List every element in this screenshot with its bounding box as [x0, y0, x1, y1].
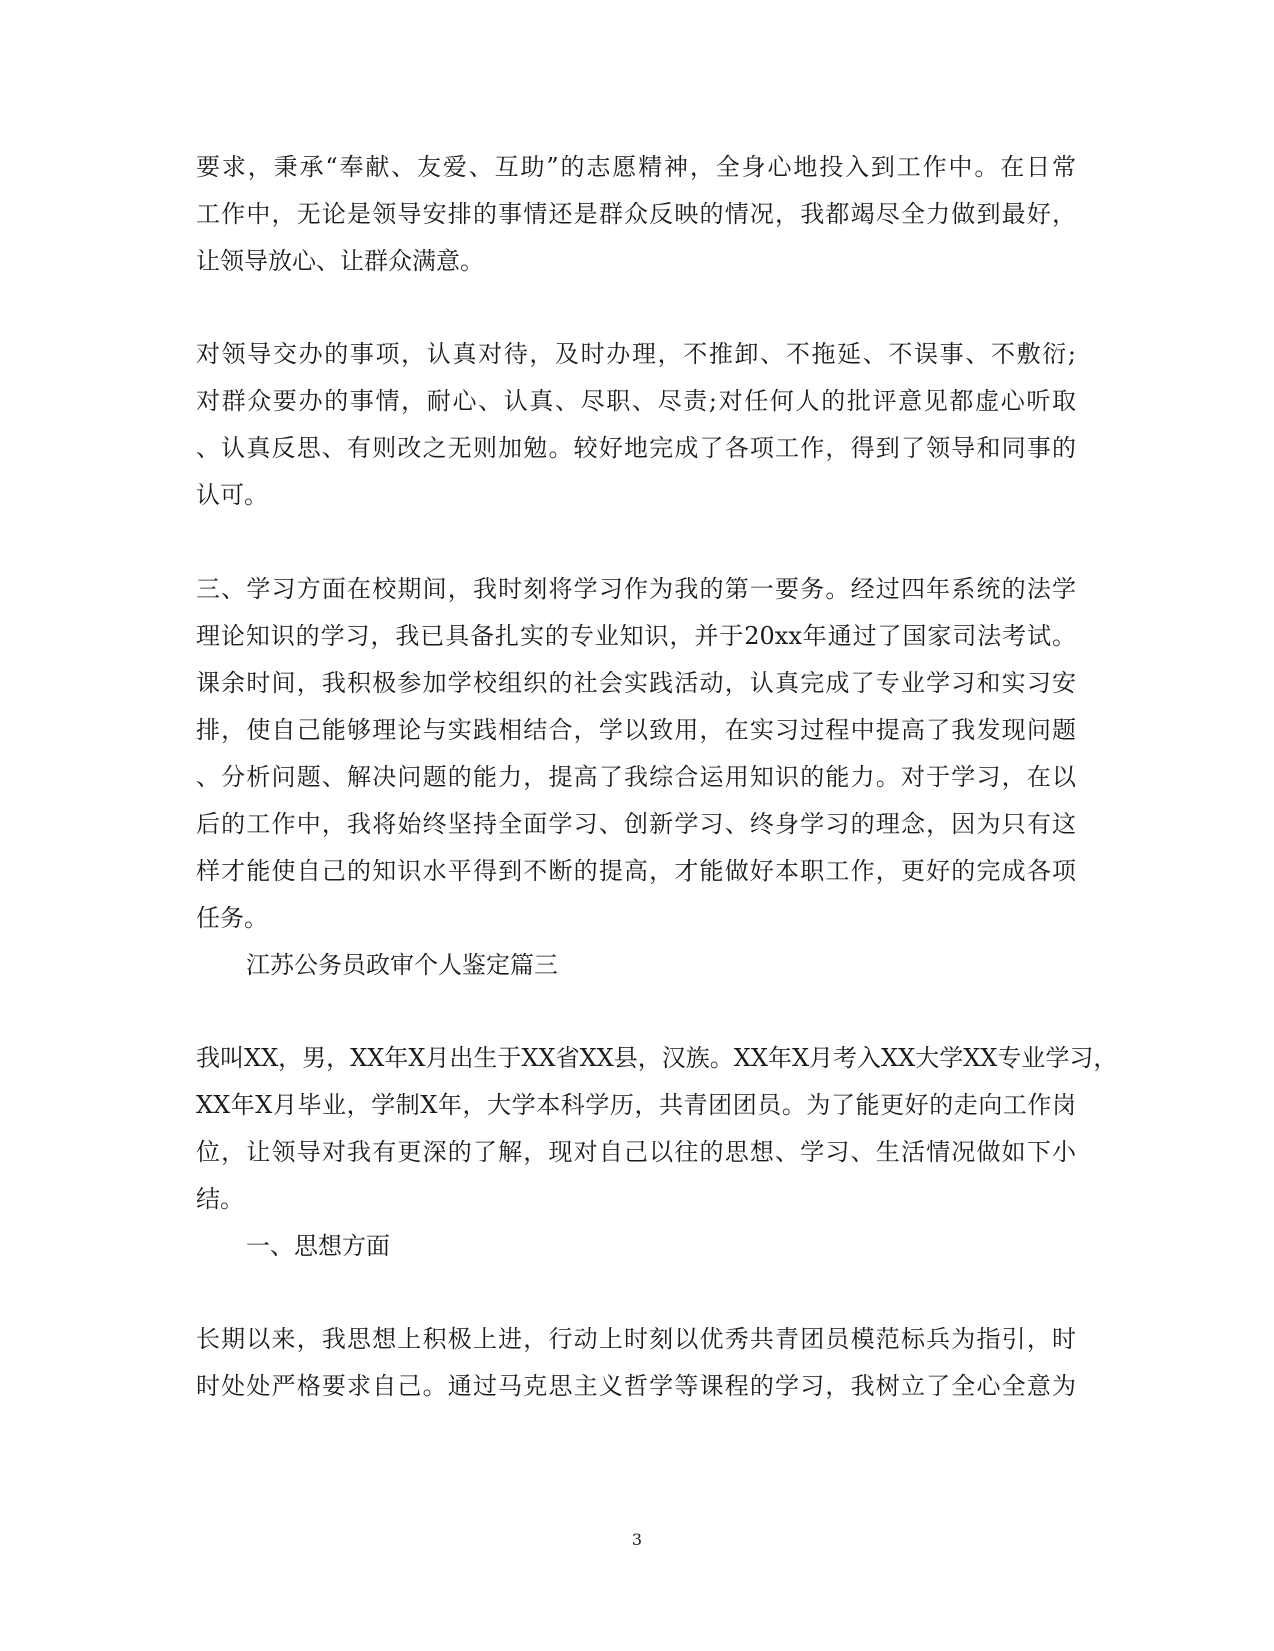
- text-line: 让领导放心、让群众满意。: [196, 247, 484, 275]
- text-line: 结。: [196, 1185, 244, 1213]
- text-line: 位，让领导对我有更深的了解，现对自己以往的思想、学习、生活情况做如下小: [196, 1138, 1076, 1166]
- text-line: 排，使自己能够理论与实践相结合，学以致用，在实习过程中提高了我发现问题: [196, 716, 1076, 744]
- text-line: 任务。: [196, 904, 268, 932]
- text-line: 长期以来，我思想上积极上进，行动上时刻以优秀共青团员模范标兵为指引，时: [196, 1325, 1076, 1353]
- text-line: 理论知识的学习，我已具备扎实的专业知识，并于20xx年通过了国家司法考试。: [196, 622, 1076, 650]
- text-line: 工作中，无论是领导安排的事情还是群众反映的情况，我都竭尽全力做到最好，: [196, 200, 1076, 228]
- page-number: 3: [631, 1530, 643, 1549]
- text-line: 时处处严格要求自己。通过马克思主义哲学等课程的学习，我树立了全心全意为: [196, 1372, 1076, 1400]
- section-heading: 江苏公务员政审个人鉴定篇三: [246, 951, 558, 979]
- text-line: 三、学习方面在校期间，我时刻将学习作为我的第一要务。经过四年系统的法学: [196, 575, 1076, 603]
- text-line: 样才能使自己的知识水平得到不断的提高，才能做好本职工作，更好的完成各项: [196, 857, 1076, 885]
- text-line: 对领导交办的事项，认真对待，及时办理，不推卸、不拖延、不误事、不敷衍;: [196, 340, 1076, 368]
- text-line: 对群众要办的事情，耐心、认真、尽职、尽责;对任何人的批评意见都虚心听取: [196, 387, 1076, 415]
- text-line: 后的工作中，我将始终坚持全面学习、创新学习、终身学习的理念，因为只有这: [196, 810, 1076, 838]
- text-line: 课余时间，我积极参加学校组织的社会实践活动，认真完成了专业学习和实习安: [196, 669, 1076, 697]
- text-line: 、认真反思、有则改之无则加勉。较好地完成了各项工作，得到了领导和同事的: [196, 434, 1076, 462]
- text-line: XX年X月毕业，学制X年，大学本科学历，共青团团员。为了能更好的走向工作岗: [196, 1091, 1076, 1119]
- subsection-heading: 一、思想方面: [246, 1232, 390, 1260]
- text-line: 我叫XX，男，XX年X月出生于XX省XX县，汉族。XX年X月考入XX大学XX专业学习，: [196, 1044, 1118, 1072]
- text-line: 认可。: [196, 481, 268, 509]
- text-line: 要求，秉承“奉献、友爱、互助”的志愿精神，全身心地投入到工作中。在日常: [196, 153, 1076, 181]
- text-line: 、分析问题、解决问题的能力，提高了我综合运用知识的能力。对于学习，在以: [196, 763, 1076, 791]
